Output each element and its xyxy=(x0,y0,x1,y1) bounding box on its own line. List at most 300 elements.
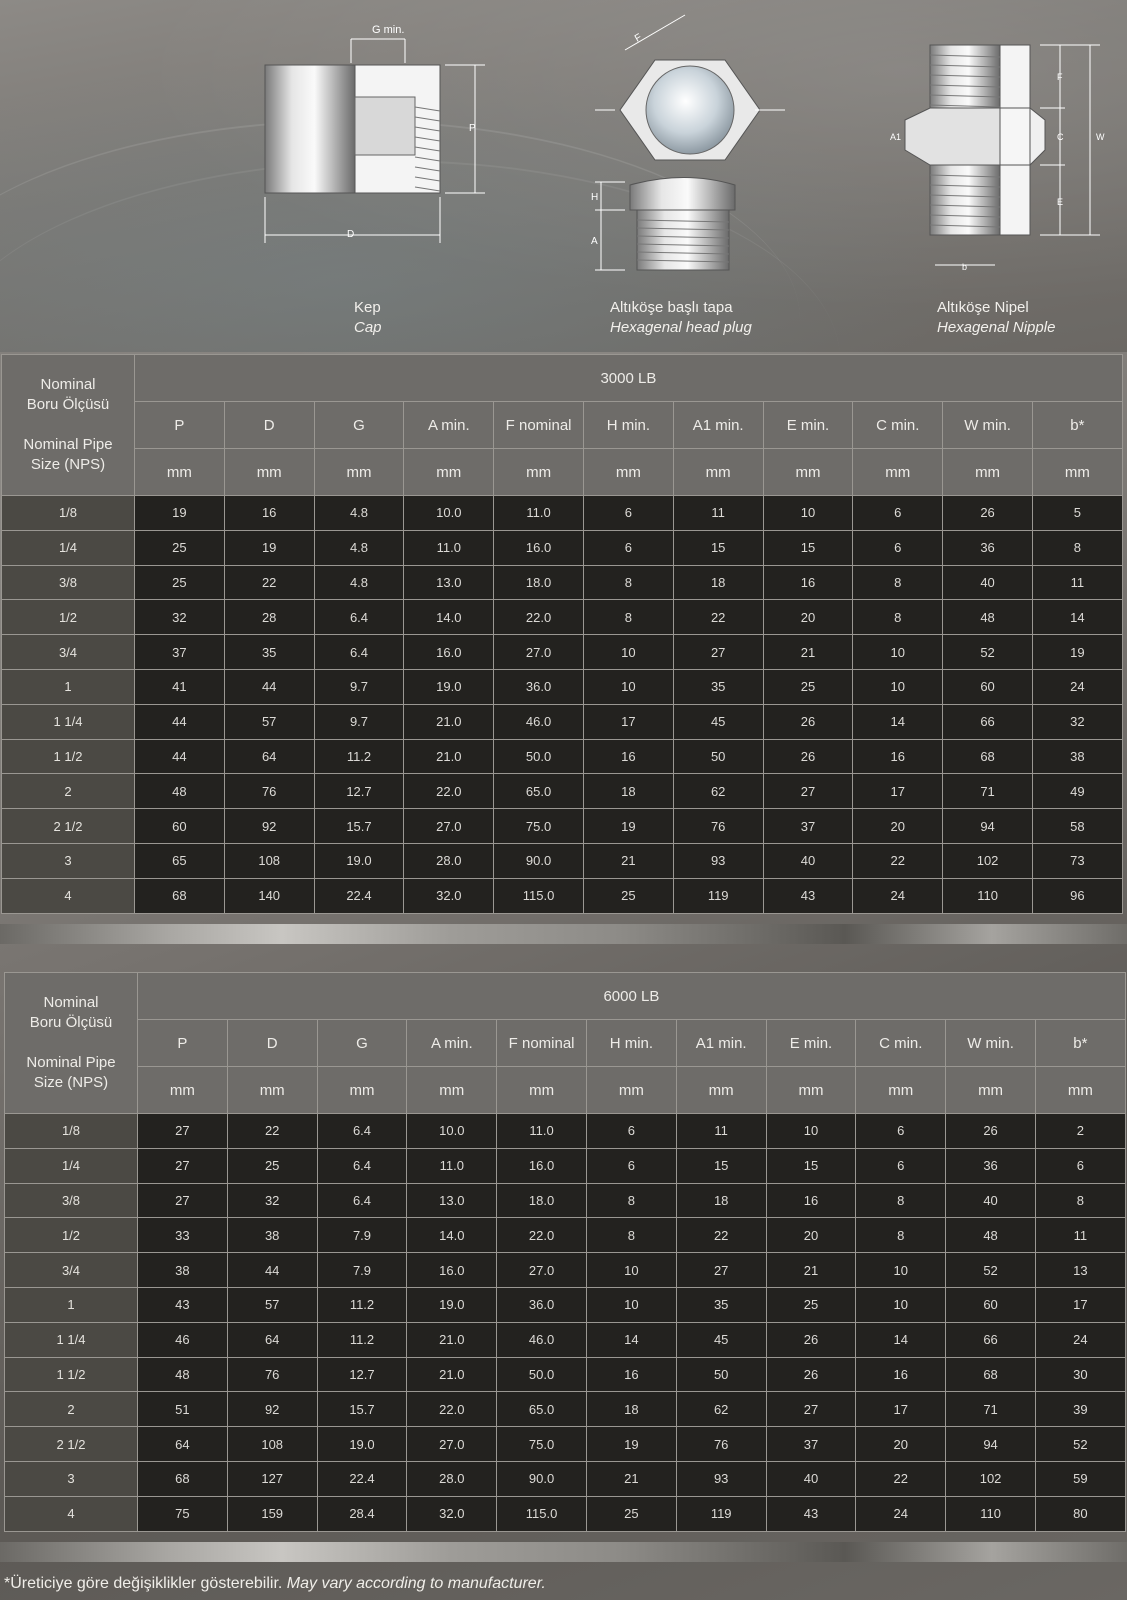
value-cell: 22.0 xyxy=(497,1218,587,1253)
table-row xyxy=(2,774,1123,809)
unit-row xyxy=(5,1067,1126,1114)
value-cell: 6.4 xyxy=(314,635,404,670)
value-cell: 24 xyxy=(1035,1322,1125,1357)
value-cell: 8 xyxy=(856,1183,946,1218)
value-cell: 75.0 xyxy=(494,809,584,844)
dim-label-e: E xyxy=(1057,197,1064,207)
value-cell: 19.0 xyxy=(404,669,494,704)
value-cell: 11.2 xyxy=(314,739,404,774)
value-cell: 46 xyxy=(138,1322,228,1357)
value-cell: 25 xyxy=(135,530,225,565)
value-cell: 11 xyxy=(673,496,763,531)
table-row xyxy=(2,739,1123,774)
value-cell: 115.0 xyxy=(494,878,584,913)
value-cell: 10.0 xyxy=(404,496,494,531)
value-cell: 10 xyxy=(583,669,673,704)
value-cell: 6 xyxy=(856,1148,946,1183)
value-cell: 12.7 xyxy=(317,1357,407,1392)
value-cell: 10.0 xyxy=(407,1114,497,1149)
value-cell: 28.0 xyxy=(404,843,494,878)
value-cell: 48 xyxy=(138,1357,228,1392)
value-cell: 25 xyxy=(763,669,853,704)
value-cell: 22 xyxy=(224,565,314,600)
value-cell: 21 xyxy=(766,1253,856,1288)
column-header: F nominal xyxy=(497,1020,587,1067)
dimension-table xyxy=(1,354,1123,914)
value-cell: 6.4 xyxy=(317,1183,407,1218)
value-cell: 43 xyxy=(766,1496,856,1531)
value-cell: 32.0 xyxy=(404,878,494,913)
unit-cell: mm xyxy=(407,1067,497,1114)
value-cell: 46.0 xyxy=(494,704,584,739)
value-cell: 22 xyxy=(227,1114,317,1149)
metallic-divider xyxy=(0,1542,1127,1562)
value-cell: 22.0 xyxy=(494,600,584,635)
value-cell: 48 xyxy=(135,774,225,809)
value-cell: 37 xyxy=(763,809,853,844)
value-cell: 21.0 xyxy=(404,739,494,774)
value-cell: 4.8 xyxy=(314,565,404,600)
value-cell: 22.0 xyxy=(407,1392,497,1427)
value-cell: 16.0 xyxy=(494,530,584,565)
nps-header: Nominal Boru Ölçüsü Nominal Pipe Size (NPS) xyxy=(2,355,135,496)
value-cell: 6.4 xyxy=(314,600,404,635)
column-header: A min. xyxy=(407,1020,497,1067)
value-cell: 11 xyxy=(1032,565,1122,600)
value-cell: 14 xyxy=(853,704,943,739)
value-cell: 119 xyxy=(676,1496,766,1531)
value-cell: 25 xyxy=(766,1287,856,1322)
nps-cell: 2 xyxy=(5,1392,138,1427)
nps-cell: 1 1/2 xyxy=(5,1357,138,1392)
column-header: C min. xyxy=(853,402,943,449)
value-cell: 6 xyxy=(1035,1148,1125,1183)
value-cell: 35 xyxy=(676,1287,766,1322)
value-cell: 13 xyxy=(1035,1253,1125,1288)
table-row xyxy=(5,1357,1126,1392)
figure-caption-hex-nipple xyxy=(937,298,1055,338)
value-cell: 21.0 xyxy=(407,1322,497,1357)
value-cell: 20 xyxy=(766,1218,856,1253)
value-cell: 16 xyxy=(853,739,943,774)
value-cell: 10 xyxy=(586,1287,676,1322)
value-cell: 44 xyxy=(227,1253,317,1288)
value-cell: 19.0 xyxy=(317,1427,407,1462)
value-cell: 37 xyxy=(135,635,225,670)
value-cell: 19.0 xyxy=(407,1287,497,1322)
value-cell: 24 xyxy=(1032,669,1122,704)
value-cell: 68 xyxy=(138,1461,228,1496)
value-cell: 18 xyxy=(676,1183,766,1218)
table-row xyxy=(2,635,1123,670)
column-header: P xyxy=(135,402,225,449)
value-cell: 14 xyxy=(586,1322,676,1357)
nps-cell: 4 xyxy=(5,1496,138,1531)
value-cell: 93 xyxy=(673,843,763,878)
value-cell: 6 xyxy=(583,496,673,531)
unit-cell: mm xyxy=(494,449,584,496)
value-cell: 8 xyxy=(583,600,673,635)
value-cell: 50 xyxy=(676,1357,766,1392)
value-cell: 59 xyxy=(1035,1461,1125,1496)
value-cell: 64 xyxy=(227,1322,317,1357)
value-cell: 90.0 xyxy=(497,1461,587,1496)
value-cell: 45 xyxy=(676,1322,766,1357)
value-cell: 2 xyxy=(1035,1114,1125,1149)
dim-label-f: F xyxy=(633,32,644,45)
value-cell: 40 xyxy=(766,1461,856,1496)
value-cell: 36.0 xyxy=(494,669,584,704)
value-cell: 11 xyxy=(676,1114,766,1149)
figure-caption-hex-plug xyxy=(610,298,752,338)
value-cell: 40 xyxy=(946,1183,1036,1218)
value-cell: 48 xyxy=(943,600,1033,635)
nps-cell: 1/2 xyxy=(2,600,135,635)
value-cell: 8 xyxy=(856,1218,946,1253)
value-cell: 6 xyxy=(586,1114,676,1149)
dim-label-h: H xyxy=(591,192,599,203)
value-cell: 8 xyxy=(1035,1183,1125,1218)
value-cell: 18 xyxy=(673,565,763,600)
unit-cell: mm xyxy=(856,1067,946,1114)
table-row xyxy=(2,565,1123,600)
value-cell: 32 xyxy=(1032,704,1122,739)
nps-cell: 3 xyxy=(5,1461,138,1496)
column-header: H min. xyxy=(586,1020,676,1067)
table-row xyxy=(5,1114,1126,1149)
table-row xyxy=(5,1218,1126,1253)
value-cell: 18 xyxy=(586,1392,676,1427)
table-row xyxy=(2,878,1123,913)
value-cell: 50.0 xyxy=(494,739,584,774)
table-row xyxy=(2,843,1123,878)
nps-cell: 1/4 xyxy=(5,1148,138,1183)
value-cell: 45 xyxy=(673,704,763,739)
value-cell: 71 xyxy=(946,1392,1036,1427)
value-cell: 115.0 xyxy=(497,1496,587,1531)
value-cell: 11.0 xyxy=(494,496,584,531)
value-cell: 10 xyxy=(583,635,673,670)
value-cell: 39 xyxy=(1035,1392,1125,1427)
value-cell: 27 xyxy=(138,1183,228,1218)
value-cell: 6 xyxy=(856,1114,946,1149)
value-cell: 26 xyxy=(766,1357,856,1392)
value-cell: 28 xyxy=(224,600,314,635)
cap-drawing xyxy=(255,15,505,250)
value-cell: 76 xyxy=(673,809,763,844)
value-cell: 7.9 xyxy=(317,1253,407,1288)
dim-label-a: A xyxy=(591,236,598,247)
value-cell: 22 xyxy=(673,600,763,635)
column-header: D xyxy=(224,402,314,449)
footnote-en: May vary according to manufacturer. xyxy=(286,1575,546,1592)
unit-cell: mm xyxy=(586,1067,676,1114)
value-cell: 22 xyxy=(853,843,943,878)
value-cell: 22.0 xyxy=(404,774,494,809)
value-cell: 68 xyxy=(943,739,1033,774)
table-row xyxy=(5,1322,1126,1357)
value-cell: 65.0 xyxy=(494,774,584,809)
nps-cell: 1/8 xyxy=(2,496,135,531)
value-cell: 16.0 xyxy=(404,635,494,670)
value-cell: 27 xyxy=(673,635,763,670)
value-cell: 108 xyxy=(224,843,314,878)
value-cell: 16 xyxy=(583,739,673,774)
value-cell: 16 xyxy=(856,1357,946,1392)
value-cell: 4.8 xyxy=(314,496,404,531)
table-row xyxy=(2,809,1123,844)
value-cell: 8 xyxy=(583,565,673,600)
dim-label-c: C xyxy=(1057,132,1064,142)
value-cell: 96 xyxy=(1032,878,1122,913)
value-cell: 25 xyxy=(227,1148,317,1183)
table-row xyxy=(5,1427,1126,1462)
value-cell: 94 xyxy=(943,809,1033,844)
value-cell: 38 xyxy=(138,1253,228,1288)
unit-cell: mm xyxy=(1032,449,1122,496)
dim-label-b: b xyxy=(962,262,968,272)
dim-label-a1: A1 xyxy=(890,132,902,142)
value-cell: 17 xyxy=(856,1392,946,1427)
pressure-class-header: 3000 LB xyxy=(135,355,1123,402)
table-row xyxy=(2,530,1123,565)
value-cell: 18 xyxy=(583,774,673,809)
caption-tr: Kep xyxy=(354,299,381,316)
value-cell: 8 xyxy=(586,1218,676,1253)
value-cell: 71 xyxy=(943,774,1033,809)
value-cell: 17 xyxy=(1035,1287,1125,1322)
value-cell: 65 xyxy=(135,843,225,878)
value-cell: 68 xyxy=(135,878,225,913)
product-illustration-area xyxy=(0,0,1127,352)
unit-cell: mm xyxy=(766,1067,856,1114)
value-cell: 6.4 xyxy=(317,1148,407,1183)
value-cell: 32 xyxy=(135,600,225,635)
value-cell: 12.7 xyxy=(314,774,404,809)
value-cell: 75.0 xyxy=(497,1427,587,1462)
table-row xyxy=(5,1253,1126,1288)
column-header: b* xyxy=(1035,1020,1125,1067)
caption-en: Cap xyxy=(354,319,382,336)
value-cell: 15 xyxy=(763,530,853,565)
value-cell: 15 xyxy=(766,1148,856,1183)
unit-cell: mm xyxy=(138,1067,228,1114)
pressure-class-header: 6000 LB xyxy=(138,973,1126,1020)
value-cell: 15.7 xyxy=(314,809,404,844)
unit-cell: mm xyxy=(763,449,853,496)
column-header: P xyxy=(138,1020,228,1067)
value-cell: 19 xyxy=(583,809,673,844)
column-header: A1 min. xyxy=(676,1020,766,1067)
table-row xyxy=(5,1496,1126,1531)
value-cell: 65.0 xyxy=(497,1392,587,1427)
value-cell: 8 xyxy=(1032,530,1122,565)
value-cell: 44 xyxy=(135,739,225,774)
column-header: W min. xyxy=(943,402,1033,449)
value-cell: 102 xyxy=(946,1461,1036,1496)
value-cell: 24 xyxy=(853,878,943,913)
table-row xyxy=(5,1287,1126,1322)
nps-cell: 1/8 xyxy=(5,1114,138,1149)
value-cell: 22 xyxy=(856,1461,946,1496)
figure-caption-cap xyxy=(354,298,382,338)
value-cell: 19.0 xyxy=(314,843,404,878)
value-cell: 4.8 xyxy=(314,530,404,565)
spec-table-3000lb xyxy=(0,354,1127,914)
value-cell: 80 xyxy=(1035,1496,1125,1531)
value-cell: 11.0 xyxy=(404,530,494,565)
value-cell: 14.0 xyxy=(404,600,494,635)
value-cell: 50 xyxy=(673,739,763,774)
value-cell: 110 xyxy=(946,1496,1036,1531)
value-cell: 32.0 xyxy=(407,1496,497,1531)
value-cell: 16 xyxy=(224,496,314,531)
value-cell: 27 xyxy=(763,774,853,809)
unit-cell: mm xyxy=(1035,1067,1125,1114)
value-cell: 36 xyxy=(943,530,1033,565)
value-cell: 60 xyxy=(135,809,225,844)
value-cell: 27.0 xyxy=(494,635,584,670)
value-cell: 76 xyxy=(227,1357,317,1392)
value-cell: 66 xyxy=(946,1322,1036,1357)
nps-cell: 2 1/2 xyxy=(2,809,135,844)
value-cell: 15.7 xyxy=(317,1392,407,1427)
unit-cell: mm xyxy=(673,449,763,496)
value-cell: 27.0 xyxy=(404,809,494,844)
value-cell: 14 xyxy=(856,1322,946,1357)
value-cell: 5 xyxy=(1032,496,1122,531)
table-row xyxy=(2,496,1123,531)
value-cell: 22 xyxy=(676,1218,766,1253)
value-cell: 16 xyxy=(586,1357,676,1392)
nps-header: Nominal Boru Ölçüsü Nominal Pipe Size (NPS) xyxy=(5,973,138,1114)
value-cell: 14 xyxy=(1032,600,1122,635)
value-cell: 102 xyxy=(943,843,1033,878)
unit-row xyxy=(2,449,1123,496)
value-cell: 62 xyxy=(676,1392,766,1427)
value-cell: 75 xyxy=(138,1496,228,1531)
value-cell: 8 xyxy=(853,565,943,600)
value-cell: 36.0 xyxy=(497,1287,587,1322)
metallic-divider xyxy=(0,924,1127,944)
value-cell: 11.2 xyxy=(317,1322,407,1357)
dim-label-f: F xyxy=(1057,72,1063,82)
value-cell: 26 xyxy=(943,496,1033,531)
dim-label-d: D xyxy=(347,229,355,240)
value-cell: 19 xyxy=(224,530,314,565)
value-cell: 30 xyxy=(1035,1357,1125,1392)
value-cell: 38 xyxy=(1032,739,1122,774)
nps-cell: 3/4 xyxy=(2,635,135,670)
dim-label-p: P xyxy=(469,123,476,134)
value-cell: 140 xyxy=(224,878,314,913)
column-header: F nominal xyxy=(494,402,584,449)
column-header-row xyxy=(2,402,1123,449)
value-cell: 36 xyxy=(946,1148,1036,1183)
value-cell: 73 xyxy=(1032,843,1122,878)
value-cell: 10 xyxy=(853,635,943,670)
value-cell: 27 xyxy=(676,1253,766,1288)
value-cell: 11 xyxy=(1035,1218,1125,1253)
value-cell: 19 xyxy=(586,1427,676,1462)
dimension-table xyxy=(4,972,1126,1532)
value-cell: 27.0 xyxy=(497,1253,587,1288)
column-header: E min. xyxy=(766,1020,856,1067)
value-cell: 10 xyxy=(856,1253,946,1288)
value-cell: 64 xyxy=(138,1427,228,1462)
value-cell: 19 xyxy=(135,496,225,531)
value-cell: 18.0 xyxy=(497,1183,587,1218)
value-cell: 25 xyxy=(583,878,673,913)
value-cell: 27 xyxy=(766,1392,856,1427)
value-cell: 94 xyxy=(946,1427,1036,1462)
unit-cell: mm xyxy=(583,449,673,496)
value-cell: 21 xyxy=(583,843,673,878)
table-row xyxy=(5,1392,1126,1427)
column-header-row xyxy=(5,1020,1126,1067)
column-header: G xyxy=(317,1020,407,1067)
value-cell: 14.0 xyxy=(407,1218,497,1253)
column-header: A min. xyxy=(404,402,494,449)
table-row xyxy=(2,704,1123,739)
spec-table-6000lb xyxy=(0,972,1127,1532)
value-cell: 28.0 xyxy=(407,1461,497,1496)
value-cell: 44 xyxy=(135,704,225,739)
value-cell: 43 xyxy=(763,878,853,913)
table-row xyxy=(2,669,1123,704)
value-cell: 46.0 xyxy=(497,1322,587,1357)
value-cell: 43 xyxy=(138,1287,228,1322)
nps-cell: 3/8 xyxy=(2,565,135,600)
nps-cell: 1 1/4 xyxy=(5,1322,138,1357)
value-cell: 62 xyxy=(673,774,763,809)
caption-tr: Altıköşe Nipel xyxy=(937,299,1029,316)
value-cell: 76 xyxy=(224,774,314,809)
value-cell: 22.4 xyxy=(317,1461,407,1496)
unit-cell: mm xyxy=(676,1067,766,1114)
value-cell: 93 xyxy=(676,1461,766,1496)
column-header: W min. xyxy=(946,1020,1036,1067)
value-cell: 119 xyxy=(673,878,763,913)
value-cell: 26 xyxy=(766,1322,856,1357)
unit-cell: mm xyxy=(497,1067,587,1114)
hex-plug-drawing xyxy=(585,10,785,280)
value-cell: 20 xyxy=(853,809,943,844)
table-row xyxy=(5,1148,1126,1183)
value-cell: 16 xyxy=(763,565,853,600)
value-cell: 18.0 xyxy=(494,565,584,600)
value-cell: 16.0 xyxy=(407,1253,497,1288)
caption-en: Hexagenal head plug xyxy=(610,319,752,336)
value-cell: 35 xyxy=(673,669,763,704)
value-cell: 41 xyxy=(135,669,225,704)
nps-cell: 3/8 xyxy=(5,1183,138,1218)
dim-label-g: G min. xyxy=(372,24,405,36)
column-header: C min. xyxy=(856,1020,946,1067)
value-cell: 25 xyxy=(135,565,225,600)
value-cell: 13.0 xyxy=(404,565,494,600)
nps-cell: 1 xyxy=(2,669,135,704)
unit-cell: mm xyxy=(227,1067,317,1114)
value-cell: 40 xyxy=(763,843,853,878)
value-cell: 15 xyxy=(673,530,763,565)
value-cell: 66 xyxy=(943,704,1033,739)
nps-cell: 3/4 xyxy=(5,1253,138,1288)
value-cell: 127 xyxy=(227,1461,317,1496)
nps-cell: 1 1/4 xyxy=(2,704,135,739)
caption-en: Hexagenal Nipple xyxy=(937,319,1056,336)
value-cell: 16 xyxy=(766,1183,856,1218)
